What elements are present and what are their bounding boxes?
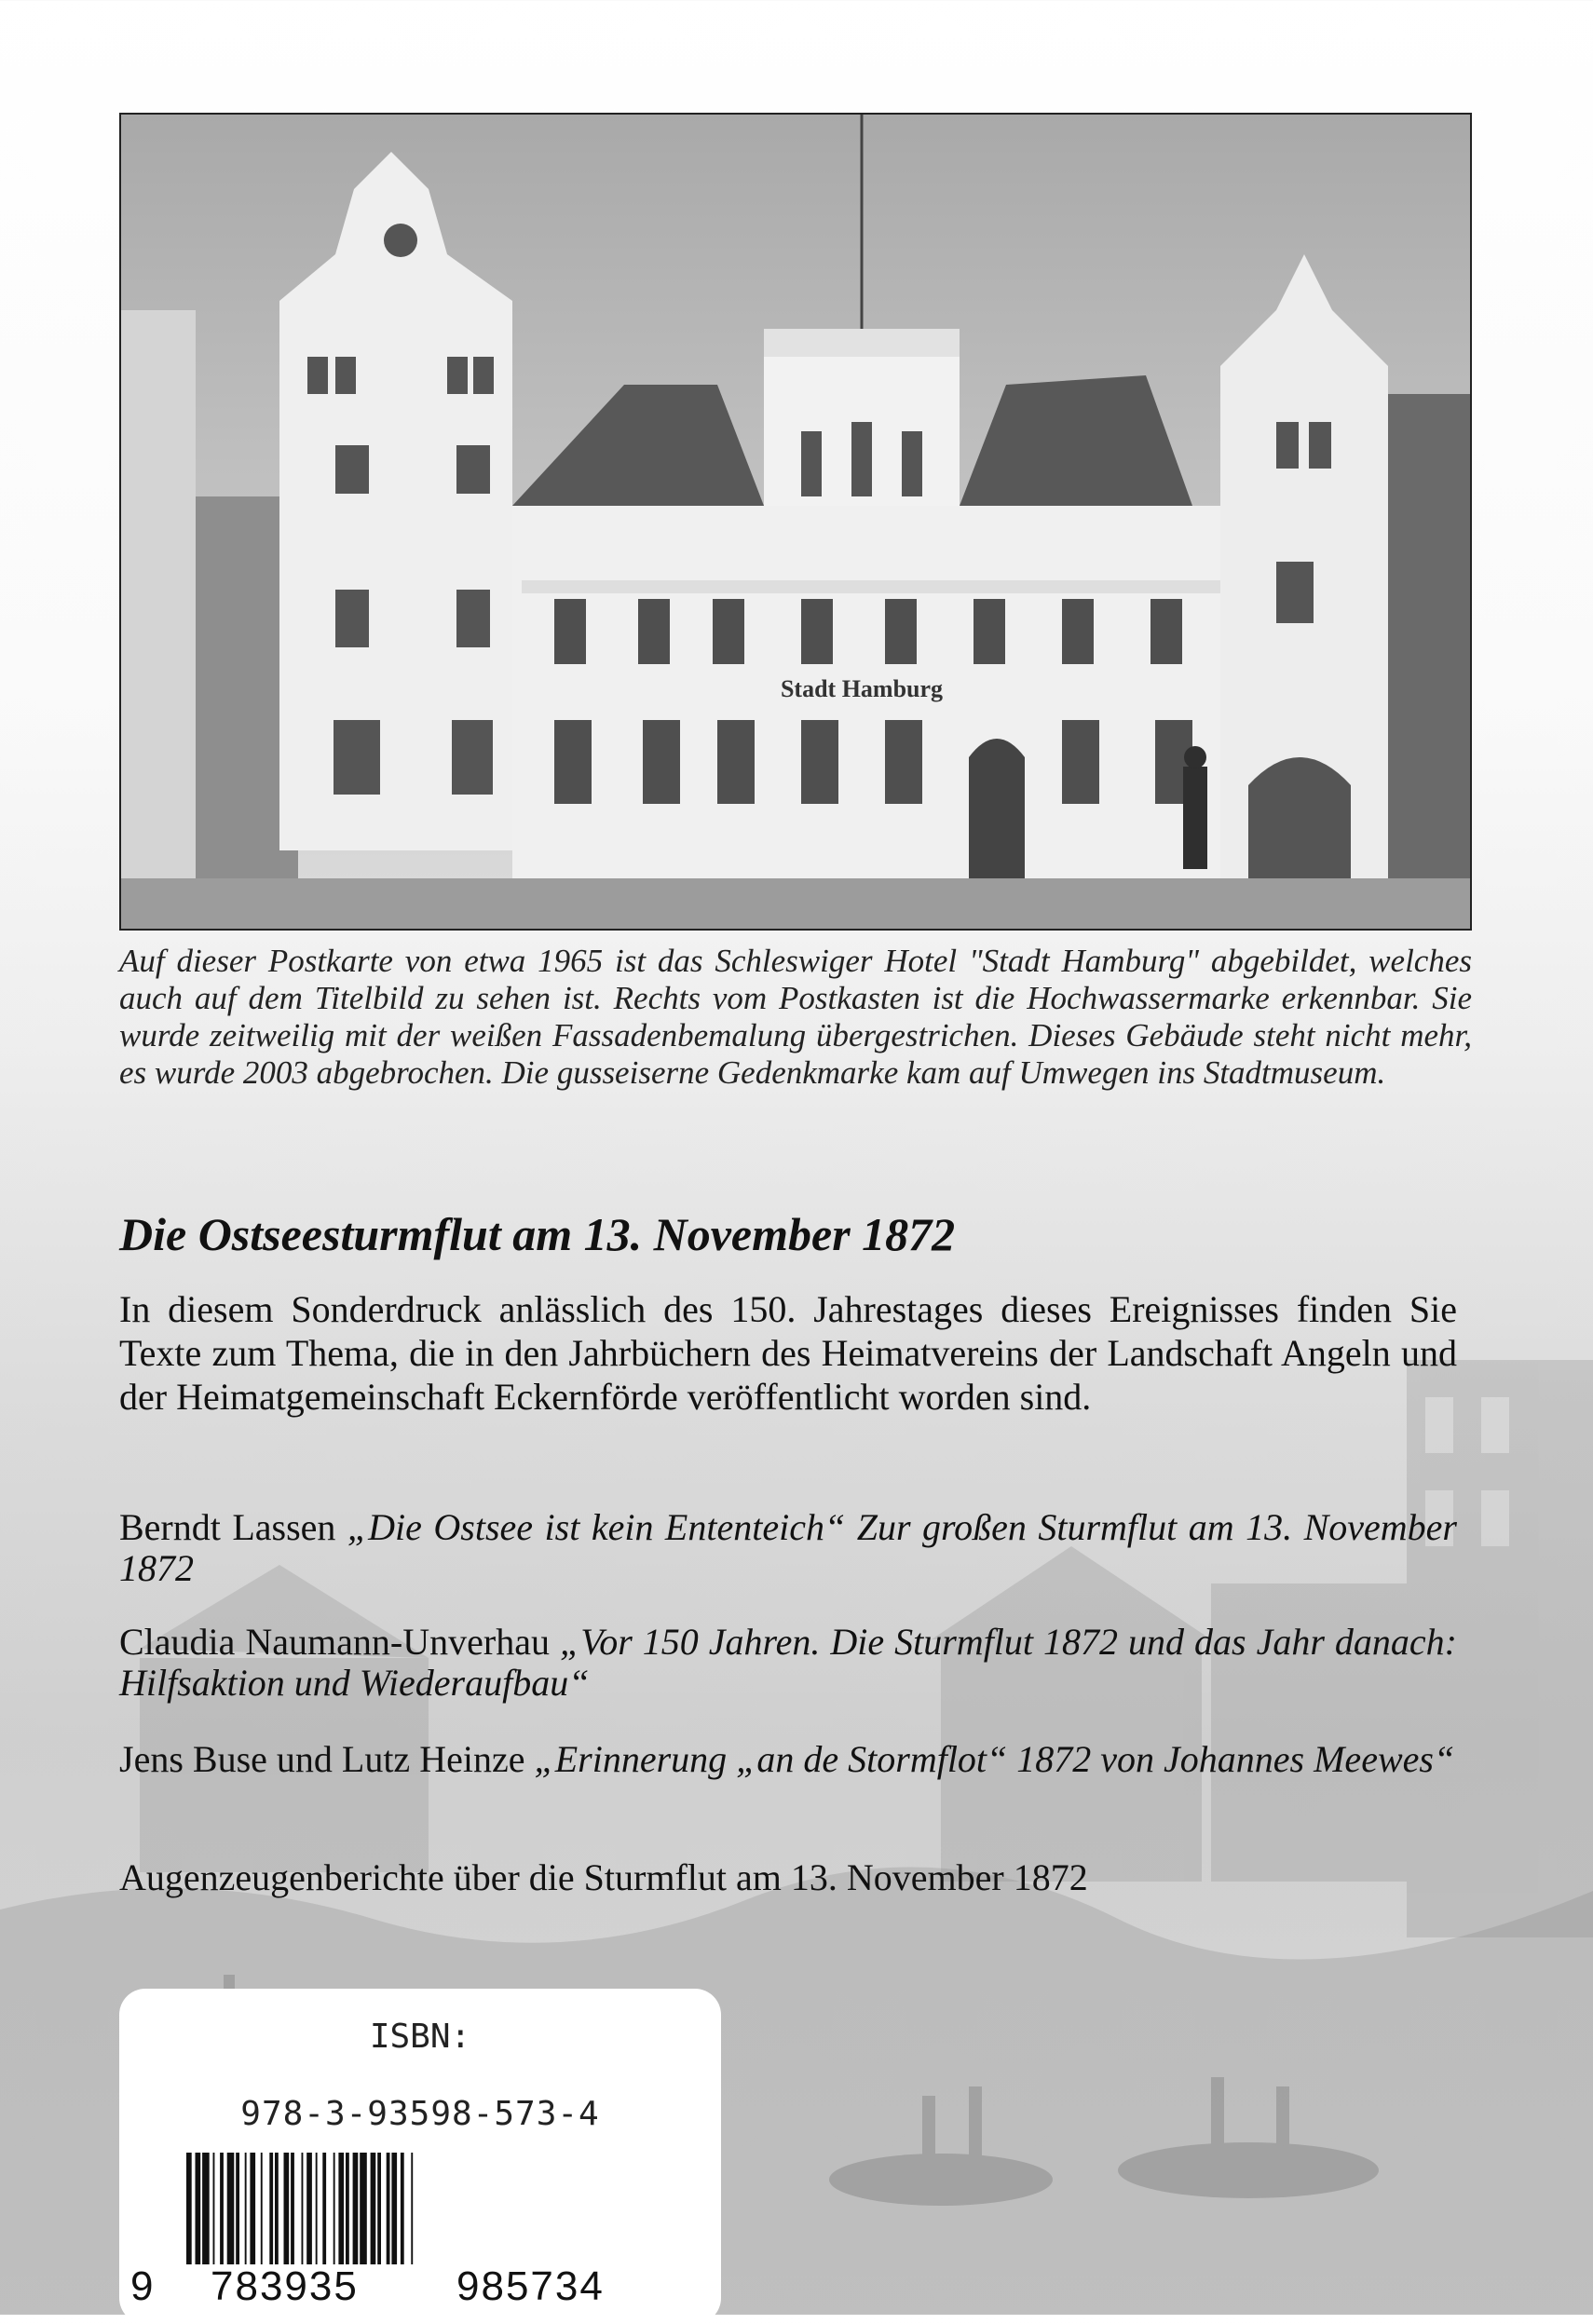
barcode-bar bbox=[236, 2153, 239, 2264]
entry-author: Claudia Naumann-Unverhau bbox=[119, 1621, 560, 1663]
barcode-bar bbox=[371, 2153, 376, 2264]
barcode-bar bbox=[291, 2153, 294, 2264]
barcode-bar bbox=[411, 2153, 413, 2264]
barcode-bar bbox=[306, 2153, 312, 2264]
barcode-bar bbox=[302, 2153, 304, 2264]
barcode-bar bbox=[213, 2153, 215, 2264]
hotel-postcard-photo bbox=[119, 113, 1472, 931]
section-heading: Die Ostseesturmflut am 13. November 1872 bbox=[119, 1208, 956, 1260]
photo-caption: Auf dieser Postkarte von etwa 1965 ist das Schleswiger Hotel "Stadt Hamburg" abgebildet, welches auch auf dem Titelbild zu sehen ist. Rechts vom Postkasten ist die Hochwassermarke erkennbar. Sie wurde zeitweilig mit der weißen Fassadenbemalung übergestrichen. Dieses Gebäude steht nicht mehr, es wurde 2003 abgebrochen. Die gusseiserne Gedenkmarke kam auf Umwegen ins Stadtmuseum. bbox=[119, 943, 1472, 1091]
barcode-bar bbox=[322, 2153, 326, 2264]
hotel-sign: Stadt Hamburg bbox=[780, 675, 944, 702]
barcode-bar bbox=[338, 2153, 344, 2264]
barcode-bar bbox=[196, 2153, 201, 2264]
barcode-bar bbox=[261, 2153, 263, 2264]
barcode-bar bbox=[227, 2153, 235, 2264]
barcode-bar bbox=[245, 2153, 247, 2264]
barcode-bar bbox=[391, 2153, 397, 2264]
entry-title: „Die Ostsee ist kein Ententeich“ Zur großen Sturmflut am 13. November 1872 bbox=[119, 1506, 1457, 1589]
barcode-bar bbox=[250, 2153, 255, 2264]
entry-author: Berndt Lassen bbox=[119, 1506, 347, 1548]
barcode-bar bbox=[353, 2153, 359, 2264]
contribution-entry bbox=[119, 1857, 1457, 1898]
barcode-bar bbox=[346, 2153, 349, 2264]
barcode-bar bbox=[316, 2153, 318, 2264]
isbn-box bbox=[119, 1989, 721, 2324]
barcode-bar bbox=[334, 2153, 335, 2264]
isbn-label: ISBN: bbox=[369, 2018, 471, 2056]
barcode-bar bbox=[377, 2153, 381, 2264]
barcode-bar bbox=[202, 2153, 210, 2264]
contribution-entry bbox=[119, 1622, 1457, 1704]
isbn-barcode bbox=[186, 2153, 689, 2264]
entry-author: Augenzeugenberichte über die Sturmflut am 13. November 1872 bbox=[119, 1856, 1088, 1898]
barcode-bar bbox=[275, 2153, 279, 2264]
entry-author: Jens Buse und Lutz Heinze bbox=[119, 1738, 535, 1780]
barcode-digits-left: 783935 bbox=[211, 2263, 359, 2309]
contribution-entry bbox=[119, 1739, 1457, 1780]
intro-paragraph: In diesem Sonderdruck anlässlich des 150. Jahrestages dieses Ereignisses finden Sie Texte zum Thema, die in den Jahrbüchern des Heimatvereins der Landschaft Angeln und der Heimatgemeinschaft Eckernförde veröffentlicht worden sind. bbox=[119, 1288, 1457, 1418]
barcode-bar bbox=[220, 2153, 224, 2264]
entry-title: „Vor 150 Jahren. Die Sturmflut 1872 und das Jahr danach: Hilfsaktion und Wiederaufbau“ bbox=[119, 1621, 1457, 1704]
barcode-bar bbox=[284, 2153, 290, 2264]
isbn-number: 978-3-93598-573-4 bbox=[240, 2095, 600, 2133]
barcode-digit-first: 9 bbox=[130, 2263, 156, 2309]
entry-title: „Erinnerung „an de Stormflot“ 1872 von Johannes Meewes“ bbox=[534, 1738, 1455, 1780]
barcode-bar bbox=[360, 2153, 367, 2264]
barcode-bar bbox=[186, 2153, 192, 2264]
contribution-entry bbox=[119, 1507, 1457, 1589]
barcode-bar bbox=[387, 2153, 390, 2264]
barcode-bar bbox=[269, 2153, 273, 2264]
barcode-digits-right: 985734 bbox=[456, 2263, 605, 2309]
barcode-bar bbox=[401, 2153, 404, 2264]
